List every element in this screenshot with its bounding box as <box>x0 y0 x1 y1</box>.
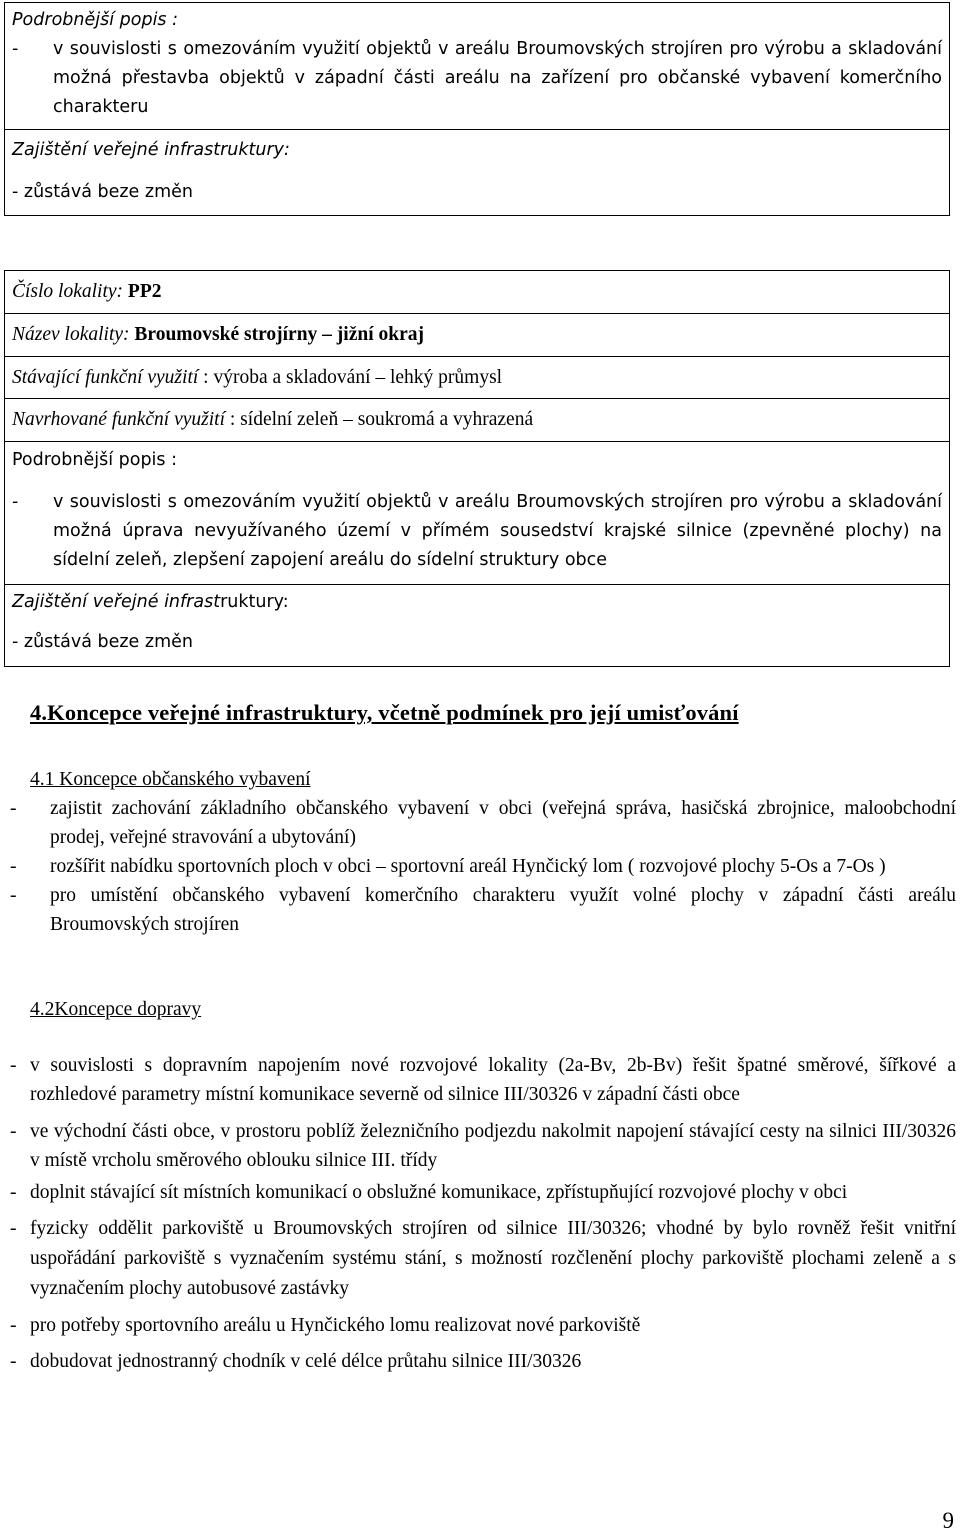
page-number: 9 <box>942 1508 954 1533</box>
locality-name-label: Název lokality: <box>12 324 130 345</box>
locality-name-row <box>5 314 949 357</box>
list-item: - fyzicky oddělit parkoviště u Broumovských strojíren od silnice III/30326; vhodné by bylo rovněž řešit vnitřní uspořádání parkoviště s vyznačením systému stání, s možností rozčlenění plochy parkoviště plochami zeleně a s vyznačením plochy autobusové zastávky <box>10 1214 956 1304</box>
dash-bullet: - <box>10 885 17 906</box>
section-4-1-heading: 4.1 Koncepce občanského vybavení <box>30 769 311 790</box>
dash-bullet: - <box>10 1182 17 1203</box>
detail-label: Podrobnější popis : <box>12 450 177 470</box>
proposed-use-row <box>5 399 949 442</box>
detail-label: Podrobnější popis : <box>12 10 179 30</box>
locality-no-row <box>5 271 949 314</box>
locality-no-value: PP2 <box>127 281 162 302</box>
list-item: - rozšířit nabídku sportovních ploch v obci – sportovní areál Hynčický lom ( rozvojové plochy 5-Os a 7-Os ) <box>10 852 956 881</box>
current-use-row <box>5 357 949 399</box>
locality-table-pp1-continuation <box>4 2 950 216</box>
proposed-use-label: Navrhované funkční využití <box>12 409 226 430</box>
detail-item: - v souvislosti s omezováním využití objektů v areálu Broumovských strojíren pro výrobu a skladování možná úprava nevyužívaného území v přímém sousedství krajské silnice (zpevněné plochy) na sídelní zeleň, zlepšení zapojení areálu do sídelní struktury obce <box>12 488 942 575</box>
dash-bullet: - <box>10 1351 17 1372</box>
list-item: - pro potřeby sportovního areálu u Hynčického lomu realizovat nové parkoviště <box>10 1311 956 1340</box>
section-4-2-list <box>10 1051 956 1376</box>
section-4-heading: 4.Koncepce veřejné infrastruktury, včetně podmínek pro její umisťování <box>30 700 739 725</box>
dash-bullet: - <box>10 1218 17 1239</box>
current-use-label: Stávající funkční využití <box>12 367 199 388</box>
dash-bullet: - <box>12 492 19 512</box>
list-item: - v souvislosti s dopravním napojením nové rozvojové lokality (2a-Bv, 2b-Bv) řešit špatné směrové, šířkové a rozhledové parametry místní komunikace severně od silnice III/30326 v západní části obce <box>10 1051 956 1109</box>
list-item: - ve východní části obce, v prostoru poblíž železničního podjezdu nakolmit napojení stávající cesty na silnici III/30326 v místě vrcholu směrového oblouku silnice III. třídy <box>10 1117 956 1175</box>
infra-row-pp2 <box>5 585 949 666</box>
detail-item: - v souvislosti s omezováním využití objektů v areálu Broumovských strojíren pro výrobu a skladování možná přestavba objektů v západní části areálu na zařízení pro občanské vybavení komerčního charakteru <box>12 35 942 122</box>
list-item: - doplnit stávající sít místních komunikací o obslužné komunikace, zpřístupňující rozvojové plochy v obci <box>10 1178 956 1207</box>
locality-table-pp2 <box>4 270 950 667</box>
section-4-2-heading: 4.2Koncepce dopravy <box>30 999 202 1020</box>
locality-name-value: Broumovské strojírny – jižní okraj <box>134 324 424 345</box>
proposed-use-value: : sídelní zeleň – soukromá a vyhrazená <box>229 409 534 430</box>
infra-label: Zajištění veřejné infrastruktury: <box>12 592 289 612</box>
list-item: - dobudovat jednostranný chodník v celé délce průtahu silnice III/30326 <box>10 1347 956 1376</box>
infra-label: Zajištění veřejné infrastruktury: <box>12 140 290 160</box>
dash-bullet: - <box>10 798 17 819</box>
current-use-value: : výroba a skladování – lehký průmysl <box>203 367 503 388</box>
detail-row <box>5 3 949 130</box>
dash-bullet: - <box>10 856 17 877</box>
dash-bullet: - <box>12 39 19 59</box>
dash-bullet: - <box>10 1315 17 1336</box>
dash-bullet: - <box>10 1055 17 1076</box>
locality-no-label: Číslo lokality: <box>12 281 124 302</box>
detail-row-pp2 <box>5 442 949 585</box>
infra-value: - zůstává beze změn <box>12 632 193 652</box>
infra-row <box>5 130 949 215</box>
infra-value: - zůstává beze změn <box>12 182 193 202</box>
list-item: - pro umístění občanského vybavení komerčního charakteru využít volné plochy v západní části areálu Broumovských strojíren <box>10 881 956 939</box>
list-item: - zajistit zachování základního občanského vybavení v obci (veřejná správa, hasičská zbrojnice, maloobchodní prodej, veřejné stravování a ubytování) <box>10 794 956 852</box>
dash-bullet: - <box>10 1121 17 1142</box>
section-4-1-list <box>10 794 956 939</box>
